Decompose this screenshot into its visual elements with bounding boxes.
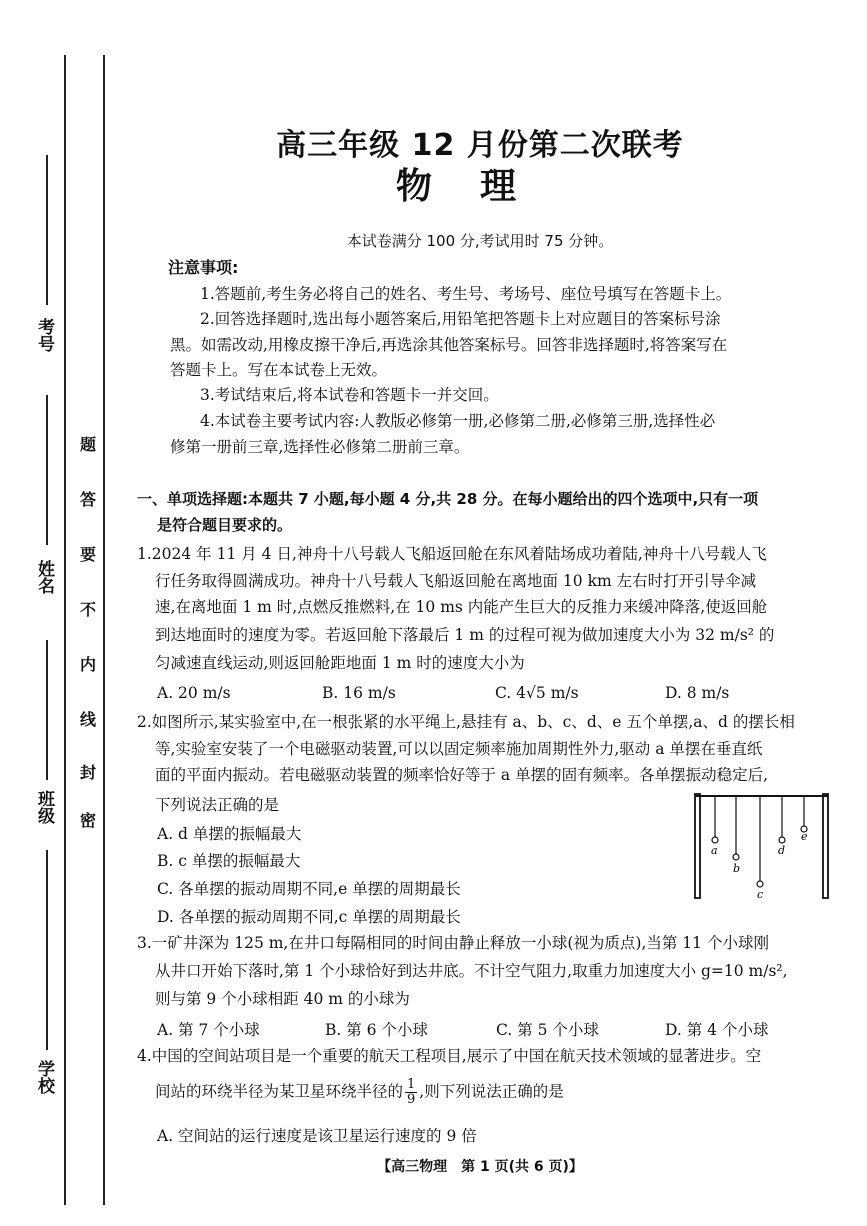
- question-2-option-c: C. 各单摆的振动周期不同,e 单摆的周期最长: [157, 880, 461, 898]
- notice-line: 4.本试卷主要考试内容:人教版必修第一册,必修第二册,必修第三册,选择性必: [200, 412, 716, 430]
- binding-line-left: [64, 55, 66, 1205]
- question-1-option-b: B. 16 m/s: [322, 684, 396, 702]
- question-1-option-a: A. 20 m/s: [157, 684, 231, 702]
- notice-line: 修第一册前三章,选择性必修第二册前三章。: [170, 438, 470, 456]
- seal-char: 题: [80, 435, 97, 454]
- label-kaohao: 考号: [34, 318, 54, 352]
- section-heading: 是符合题目要求的。: [157, 516, 293, 534]
- bob-c: [757, 881, 763, 887]
- fraction-one-ninth: [405, 1078, 417, 1107]
- question-3-line: 则与第 9 个小球相距 40 m 的小球为: [155, 990, 410, 1008]
- seal-char: 封: [80, 763, 97, 782]
- seal-char: 密: [80, 811, 97, 830]
- question-1-option-c: C. 4√5 m/s: [495, 684, 579, 702]
- notice-line: 黑。如需改动,用橡皮擦干净后,再选涂其他答案标号。回答非选择题时,将答案写在: [170, 336, 728, 354]
- label-xuexiao: 学校: [34, 1060, 54, 1094]
- notice-line: 答题卡上。写在本试卷上无效。: [170, 361, 388, 379]
- question-1-line: 速,在离地面 1 m 时,点燃反推燃料,在 10 ms 内能产生巨大的反推力来缓冲降落,使返回舱: [155, 598, 768, 616]
- exam-title: 高三年级 12 月份第二次联考: [276, 128, 684, 163]
- question-1-line: 匀减速直线运动,则返回舱距地面 1 m 时的速度大小为: [155, 654, 525, 672]
- question-3-option-c: C. 第 5 个小球: [496, 1021, 599, 1039]
- label-a: a: [711, 844, 718, 857]
- question-2-line: 2.如图所示,某实验室中,在一根张紧的水平绳上,悬挂有 a、b、c、d、e 五个单摆,a、d 的摆长相: [137, 713, 795, 731]
- label-banji: 班级: [34, 790, 54, 824]
- frame-post-right: [823, 794, 828, 898]
- label-e: e: [801, 830, 808, 843]
- question-1-line: 到达地面时的速度为零。若返回舱下落最后 1 m 的过程可视为做加速度大小为 32 m/s² 的: [155, 626, 775, 644]
- question-3-option-b: B. 第 6 个小球: [325, 1021, 428, 1039]
- notice-heading: 注意事项:: [168, 258, 239, 277]
- question-2-option-b: B. c 单摆的振幅最大: [157, 852, 301, 870]
- seal-char: 答: [80, 490, 97, 509]
- section-heading: 一、单项选择题:本题共 7 小题,每小题 4 分,共 28 分。在每小题给出的四个选项中,只有一项: [137, 490, 759, 508]
- question-2-line: 等,实验室安装了一个电磁驱动装置,可以以固定频率施加周期性外力,驱动 a 单摆在垂直纸: [155, 740, 763, 758]
- fraction-numerator: 1: [407, 1077, 416, 1092]
- question-4-line: 4.中国的空间站项目是一个重要的航天工程项目,展示了中国在航天技术领域的显著进步。空: [137, 1047, 762, 1065]
- question-1-option-d: D. 8 m/s: [665, 684, 730, 702]
- question-1-line: 1.2024 年 11 月 4 日,神舟十八号载人飞船返回舱在东风着陆场成功着陆,神舟十八号载人飞: [137, 545, 767, 563]
- label-xingming: 姓名: [34, 560, 54, 594]
- seal-char: 要: [80, 545, 97, 564]
- bob-d: [779, 837, 785, 843]
- seal-char: 不: [80, 600, 97, 619]
- subject-title: 物理: [395, 166, 564, 207]
- fraction-denominator: 9: [407, 1092, 416, 1107]
- bob-b: [733, 854, 739, 860]
- seal-char: 内: [80, 655, 97, 674]
- question-4-text-b: ,则下列说法正确的是: [419, 1082, 564, 1101]
- question-3-option-d: D. 第 4 个小球: [665, 1021, 769, 1039]
- blank-xingming: [46, 395, 48, 545]
- question-2-option-a: A. d 单摆的振幅最大: [157, 825, 302, 843]
- notice-line: 1.答题前,考生务必将自己的姓名、考生号、考场号、座位号填写在答题卡上。: [200, 285, 732, 303]
- notice-line: 3.考试结束后,将本试卷和答题卡一并交回。: [200, 386, 499, 404]
- label-b: b: [733, 862, 741, 875]
- question-3-line: 从井口开始下落时,第 1 个小球恰好到达井底。不计空气阻力,取重力加速度大小 g=10 m/s²,: [155, 962, 788, 980]
- question-4-line: [155, 1078, 564, 1107]
- label-d: d: [778, 844, 786, 857]
- notice-line: 2.回答选择题时,选出每小题答案后,用铅笔把答题卡上对应题目的答案标号涂: [200, 310, 721, 328]
- question-3-line: 3.一矿井深为 125 m,在井口每隔相同的时间由静止释放一小球(视为质点),当第 11 个小球刚: [137, 934, 769, 952]
- frame-post-left: [695, 794, 700, 898]
- exam-info: 本试卷满分 100 分,考试用时 75 分钟。: [346, 232, 614, 250]
- binding-line-right: [103, 55, 105, 1205]
- question-2-option-d: D. 各单摆的振动周期不同,c 单摆的周期最长: [157, 908, 461, 926]
- question-4-option-a: A. 空间站的运行速度是该卫星运行速度的 9 倍: [157, 1127, 477, 1145]
- question-2-line: 下列说法正确的是: [155, 796, 280, 814]
- blank-xuexiao: [46, 850, 48, 1050]
- question-4-text-a: 间站的环绕半径为某卫星环绕半径的: [155, 1082, 404, 1101]
- question-3-option-a: A. 第 7 个小球: [157, 1021, 260, 1039]
- pendulum-figure: [690, 792, 840, 902]
- bob-a: [712, 837, 718, 843]
- seal-char: 线: [80, 710, 97, 729]
- page-footer: 【高三物理 第 1 页(共 6 页)】: [377, 1159, 583, 1175]
- blank-banji: [46, 640, 48, 780]
- question-2-line: 面的平面内振动。若电磁驱动装置的频率恰好等于 a 单摆的固有频率。各单摆振动稳定后,: [155, 766, 769, 784]
- question-1-line: 行任务取得圆满成功。神舟十八号载人飞船返回舱在离地面 10 km 左右时打开引导伞减: [155, 572, 757, 590]
- label-c: c: [757, 888, 764, 901]
